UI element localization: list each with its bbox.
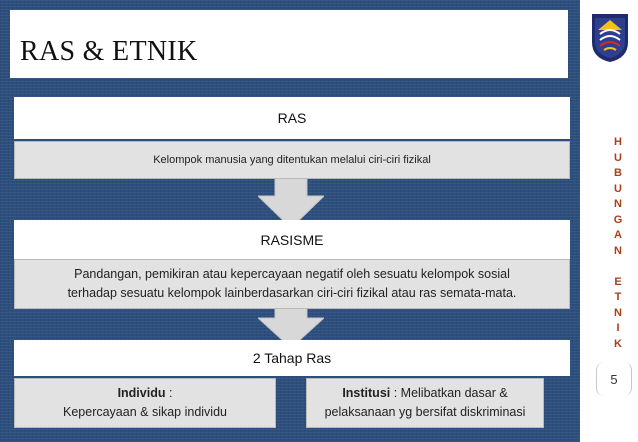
level-ras-description: Kelompok manusia yang ditentukan melalui ciri-ciri fizikal	[14, 141, 570, 179]
level-rasisme-heading: RASISME	[14, 220, 570, 260]
tier-institusi-separator: : Melibatkan dasar &	[390, 386, 508, 400]
tier-individu-name: Individu	[117, 386, 166, 400]
sidebar-letter: N	[614, 198, 622, 210]
rasisme-line-2: terhadap sesuatu kelompok lainberdasarkan ciri-ciri fizikal atau ras semata-mata.	[67, 286, 517, 300]
sidebar-letter: H	[614, 136, 622, 148]
level-ras-heading: RAS	[14, 97, 570, 139]
level-rasisme-description	[14, 259, 570, 309]
sidebar-letter-spacer	[616, 259, 619, 275]
rasisme-line-1: Pandangan, pemikiran atau kepercayaan negatif oleh sesuatu kelompok sosial	[74, 267, 510, 281]
sidebar-letter: A	[614, 229, 622, 241]
page-number: 5	[596, 362, 632, 396]
sidebar-letter: N	[614, 244, 622, 257]
sidebar-letter: I	[616, 322, 620, 334]
sidebar-letter: N	[614, 306, 622, 319]
level-tahap-heading: 2 Tahap Ras	[14, 340, 570, 376]
sidebar-letter: U	[614, 182, 622, 195]
tier-institusi-detail: pelaksanaan yg bersifat diskriminasi	[324, 405, 526, 419]
tier-individu-detail: Kepercayaan & sikap individu	[63, 405, 227, 419]
title-box	[10, 10, 568, 78]
tier-institusi-name: Institusi	[342, 386, 391, 400]
tier-individu	[14, 378, 276, 428]
sidebar-letter: U	[614, 151, 622, 164]
tier-institusi	[306, 378, 544, 428]
sidebar-letter: T	[614, 291, 622, 303]
sidebar-vertical-label	[611, 135, 625, 352]
sidebar-letter: B	[614, 167, 622, 179]
university-crest-icon	[590, 12, 630, 64]
sidebar-letter: E	[614, 275, 622, 288]
sidebar-letter: K	[614, 337, 622, 350]
slide-title: RAS & ETNIK	[20, 36, 198, 67]
sidebar-letter: G	[613, 213, 623, 226]
tier-individu-separator: :	[165, 386, 173, 400]
